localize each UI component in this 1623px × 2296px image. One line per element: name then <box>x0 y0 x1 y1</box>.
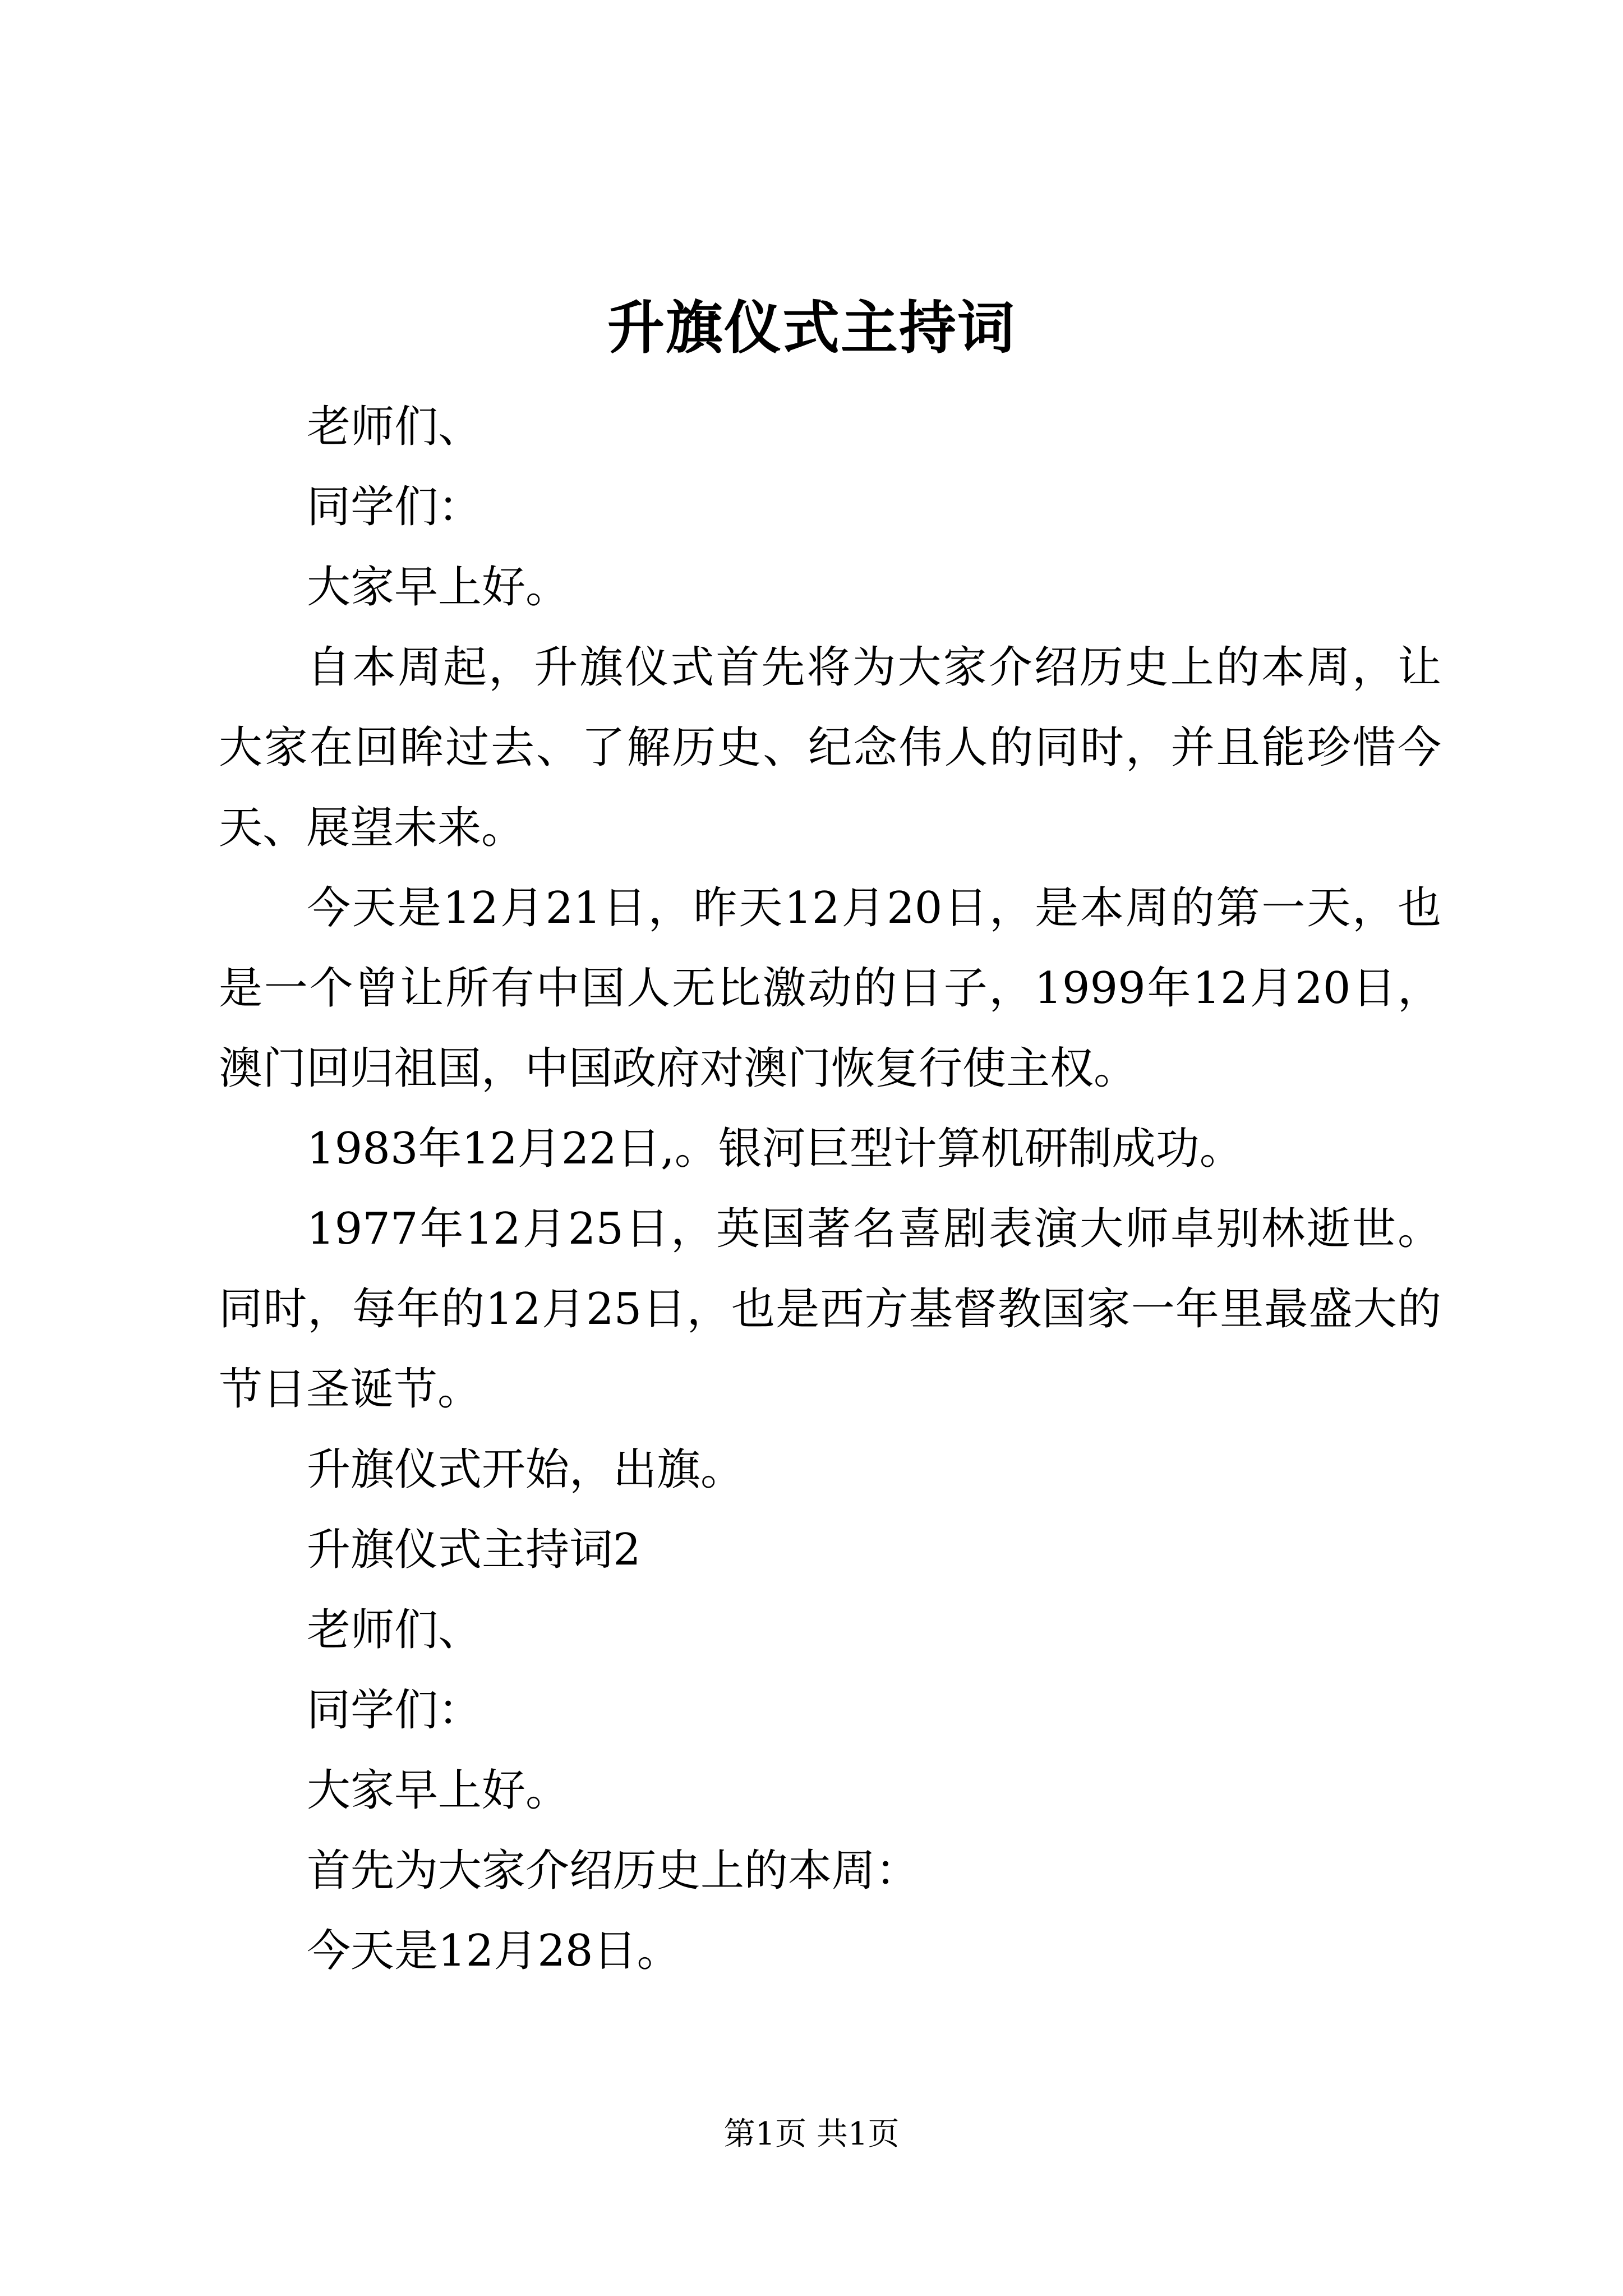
paragraph: 大家早上好。 <box>307 562 570 613</box>
paragraph: 老师们、 <box>307 1605 482 1655</box>
paragraph: 升旗仪式主持词2 <box>307 1525 641 1575</box>
paragraph: 升旗仪式开始，出旗。 <box>307 1444 745 1495</box>
paragraph: 同学们： <box>307 1685 482 1736</box>
paragraph: 首先为大家介绍历史上的本周： <box>307 1846 920 1896</box>
paragraph: 自本周起，升旗仪式首先将为大家介绍历史上的本周，让大家在回眸过去、了解历史、纪念伟人的同时，并且能珍惜今天、展望未来。 <box>219 642 1441 853</box>
paragraph: 大家早上好。 <box>307 1765 570 1816</box>
paragraph: 今天是12月21日，昨天12月20日，是本周的第一天，也是一个曾让所有中国人无比激动的日子，1999年12月20日，澳门回归祖国，中国政府对澳门恢复行使主权。 <box>219 883 1441 1094</box>
paragraph: 老师们、 <box>307 402 482 452</box>
page-footer: 第1页 共1页 <box>723 2116 900 2152</box>
paragraph: 同学们： <box>307 482 482 532</box>
paragraph: 今天是12月28日。 <box>307 1926 681 1976</box>
document-title: 升旗仪式主持词 <box>607 295 1016 362</box>
paragraph: 1977年12月25日，英国著名喜剧表演大师卓别林逝世。同时，每年的12月25日，也是西方基督教国家一年里最盛大的节日圣诞节。 <box>219 1204 1441 1415</box>
document-body <box>219 387 1441 1991</box>
paragraph: 1983年12月22日,。银河巨型计算机研制成功。 <box>307 1124 1243 1174</box>
